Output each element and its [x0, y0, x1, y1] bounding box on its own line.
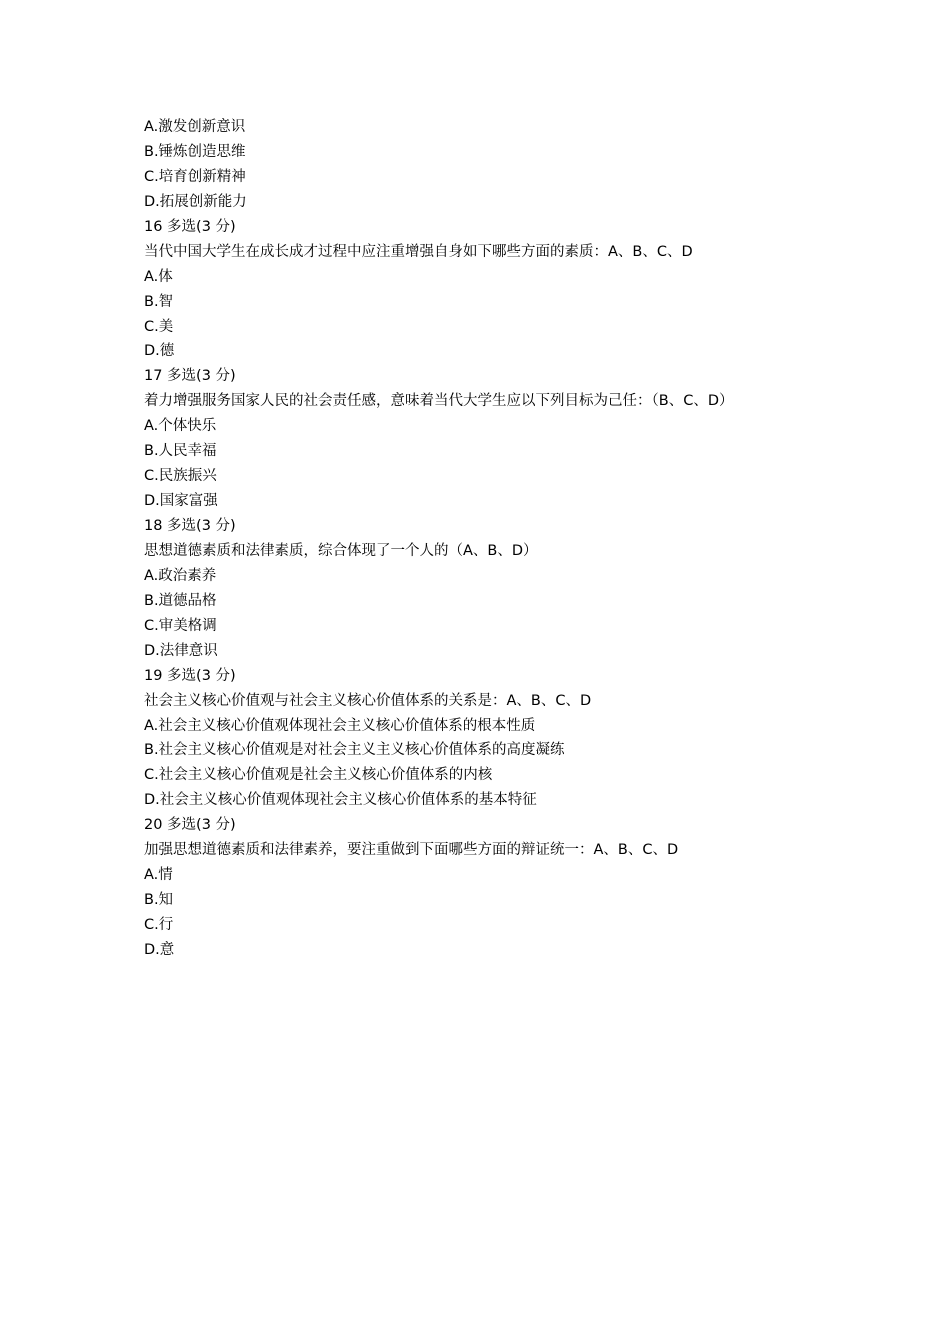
option-line: C.培育创新精神: [144, 168, 246, 185]
option-line: D.意: [144, 941, 175, 958]
option-line: C.美: [144, 318, 174, 335]
option-line: B.人民幸福: [144, 443, 217, 460]
option-line: A.体: [144, 268, 173, 285]
question-text: 思想道德素质和法律素质，综合体现了一个人的（A、B、D）: [144, 542, 538, 559]
option-line: D.法律意识: [144, 642, 218, 659]
question-text: 加强思想道德素质和法律素养，要注重做到下面哪些方面的辩证统一：A、B、C、D: [144, 842, 679, 859]
question-header: 18 多选(3 分): [144, 518, 236, 534]
option-line: A.情: [144, 867, 173, 884]
option-line: A.个体快乐: [144, 418, 217, 435]
option-line: C.行: [144, 917, 174, 933]
question-text: 着力增强服务国家人民的社会责任感，意味着当代大学生应以下列目标为己任：（B、C、D）: [144, 393, 734, 410]
option-line: D.拓展创新能力: [144, 193, 247, 210]
question-text: 当代中国大学生在成长成才过程中应注重增强自身如下哪些方面的素质：A、B、C、D: [144, 243, 693, 260]
question-header: 20 多选(3 分): [144, 817, 236, 834]
option-line: A.社会主义核心价值观体现社会主义核心价值体系的根本性质: [144, 717, 536, 734]
option-line: D.国家富强: [144, 493, 218, 510]
option-line: A.政治素养: [144, 567, 217, 584]
option-line: A.激发创新意识: [144, 119, 246, 135]
option-line: B.知: [144, 892, 174, 909]
option-line: C.民族振兴: [144, 468, 217, 485]
question-text: 社会主义核心价值观与社会主义核心价值体系的关系是：A、B、C、D: [144, 692, 592, 709]
option-line: B.社会主义核心价值观是对社会主义主义核心价值体系的高度凝练: [144, 742, 565, 759]
option-line: D.德: [144, 343, 175, 360]
option-line: C.审美格调: [144, 617, 217, 634]
option-line: D.社会主义核心价值观体现社会主义核心价值体系的基本特征: [144, 792, 537, 809]
question-header: 17 多选(3 分): [144, 368, 236, 385]
question-header: 16 多选(3 分): [144, 218, 236, 235]
option-line: B.道德品格: [144, 592, 217, 609]
option-line: B.智: [144, 293, 174, 310]
option-line: C.社会主义核心价值观是社会主义核心价值体系的内核: [144, 767, 493, 784]
question-header: 19 多选(3 分): [144, 667, 236, 684]
document-page: [144, 115, 864, 963]
option-line: B.锤炼创造思维: [144, 143, 246, 160]
